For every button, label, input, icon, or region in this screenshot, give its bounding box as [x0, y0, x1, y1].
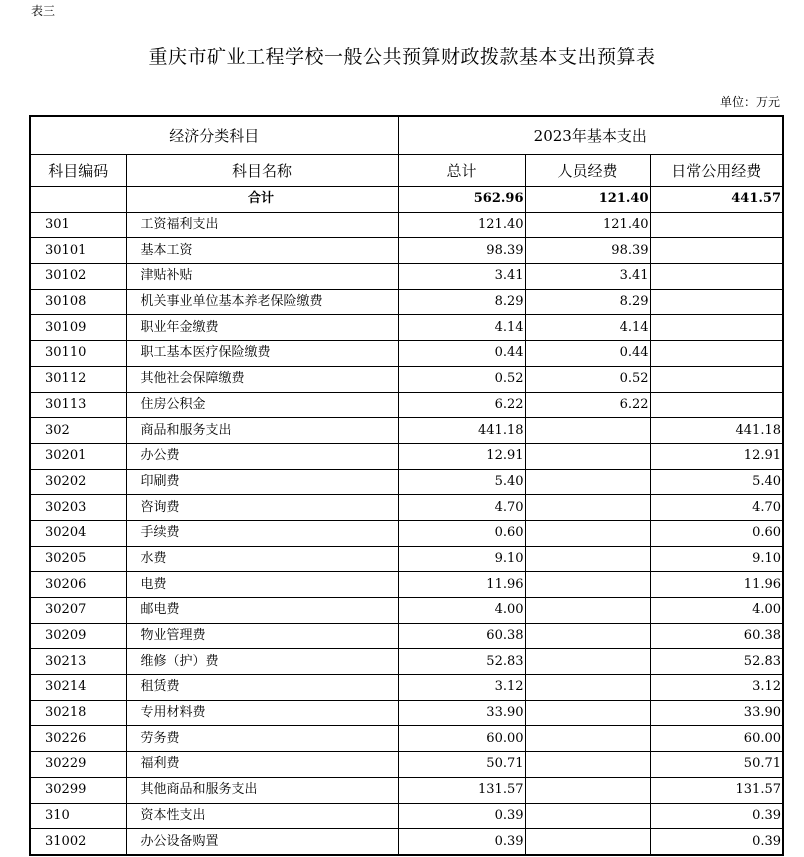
- page-title: 重庆市矿业工程学校一般公共预算财政拨款基本支出预算表: [148, 46, 656, 68]
- code-cell: 31002: [30, 829, 126, 855]
- code-cell: 30214: [30, 675, 126, 701]
- name-cell: 工资福利支出: [126, 212, 398, 238]
- public-cell: [650, 212, 783, 238]
- public-cell: 52.83: [650, 649, 783, 675]
- table-row: [30, 443, 783, 469]
- code-cell: 30201: [30, 443, 126, 469]
- table-row: [30, 623, 783, 649]
- personnel-cell: [525, 623, 650, 649]
- total-cell: 8.29: [398, 289, 525, 315]
- name-cell: 劳务费: [126, 726, 398, 752]
- code-cell: 30102: [30, 264, 126, 290]
- table-row: [30, 546, 783, 572]
- name-cell: 基本工资: [126, 238, 398, 264]
- total-personnel-cell: 121.40: [525, 187, 650, 213]
- personnel-cell: [525, 829, 650, 855]
- total-public-cell: 441.57: [650, 187, 783, 213]
- public-cell: 3.12: [650, 675, 783, 701]
- header-code: 科目编码: [30, 155, 126, 187]
- name-cell: 职工基本医疗保险缴费: [126, 341, 398, 367]
- public-cell: [650, 366, 783, 392]
- code-cell: 30109: [30, 315, 126, 341]
- header-total: 总计: [398, 155, 525, 187]
- code-cell: 30112: [30, 366, 126, 392]
- header-personnel: 人员经费: [525, 155, 650, 187]
- public-cell: [650, 289, 783, 315]
- total-cell: 0.60: [398, 520, 525, 546]
- personnel-cell: [525, 572, 650, 598]
- personnel-cell: [525, 495, 650, 521]
- personnel-cell: [525, 752, 650, 778]
- public-cell: 441.18: [650, 418, 783, 444]
- total-cell: 0.44: [398, 341, 525, 367]
- public-cell: 4.00: [650, 598, 783, 624]
- public-cell: 5.40: [650, 469, 783, 495]
- code-cell: 30202: [30, 469, 126, 495]
- total-cell: 4.14: [398, 315, 525, 341]
- personnel-cell: [525, 443, 650, 469]
- table-row: [30, 700, 783, 726]
- name-cell: 商品和服务支出: [126, 418, 398, 444]
- personnel-cell: [525, 598, 650, 624]
- code-cell: 30110: [30, 341, 126, 367]
- header-basic-expenditure: 2023年基本支出: [398, 116, 783, 155]
- personnel-cell: [525, 675, 650, 701]
- public-cell: 0.39: [650, 829, 783, 855]
- header-name: 科目名称: [126, 155, 398, 187]
- total-cell: 3.12: [398, 675, 525, 701]
- name-cell: 职业年金缴费: [126, 315, 398, 341]
- name-cell: 住房公积金: [126, 392, 398, 418]
- code-cell: 30206: [30, 572, 126, 598]
- total-cell: 5.40: [398, 469, 525, 495]
- code-cell: 30218: [30, 700, 126, 726]
- public-cell: [650, 341, 783, 367]
- personnel-cell: 0.44: [525, 341, 650, 367]
- table-row: [30, 366, 783, 392]
- name-cell: 水费: [126, 546, 398, 572]
- name-cell: 其他社会保障缴费: [126, 366, 398, 392]
- budget-table: [29, 115, 784, 856]
- table-row: [30, 829, 783, 855]
- personnel-cell: 4.14: [525, 315, 650, 341]
- public-cell: [650, 315, 783, 341]
- public-cell: 60.38: [650, 623, 783, 649]
- name-cell: 办公设备购置: [126, 829, 398, 855]
- total-cell: 121.40: [398, 212, 525, 238]
- code-cell: 30299: [30, 777, 126, 803]
- public-cell: 11.96: [650, 572, 783, 598]
- code-cell: 30113: [30, 392, 126, 418]
- header-row-columns: [30, 155, 783, 187]
- table-row: [30, 598, 783, 624]
- total-cell: 4.70: [398, 495, 525, 521]
- personnel-cell: [525, 520, 650, 546]
- total-cell: 52.83: [398, 649, 525, 675]
- name-cell: 维修（护）费: [126, 649, 398, 675]
- name-cell: 租赁费: [126, 675, 398, 701]
- table-row: [30, 392, 783, 418]
- personnel-cell: 8.29: [525, 289, 650, 315]
- total-cell: 441.18: [398, 418, 525, 444]
- total-cell: 4.00: [398, 598, 525, 624]
- name-cell: 机关事业单位基本养老保险缴费: [126, 289, 398, 315]
- table-row: [30, 803, 783, 829]
- public-cell: [650, 238, 783, 264]
- total-cell: 0.52: [398, 366, 525, 392]
- code-cell: 30229: [30, 752, 126, 778]
- code-cell: 30108: [30, 289, 126, 315]
- public-cell: 131.57: [650, 777, 783, 803]
- code-cell: 310: [30, 803, 126, 829]
- name-cell: 邮电费: [126, 598, 398, 624]
- public-cell: 9.10: [650, 546, 783, 572]
- table-row: [30, 675, 783, 701]
- table-row: [30, 264, 783, 290]
- total-cell: 98.39: [398, 238, 525, 264]
- code-cell: 30204: [30, 520, 126, 546]
- code-cell: 30226: [30, 726, 126, 752]
- personnel-cell: [525, 546, 650, 572]
- personnel-cell: [525, 649, 650, 675]
- table-row: [30, 341, 783, 367]
- total-cell: 33.90: [398, 700, 525, 726]
- code-cell: 30101: [30, 238, 126, 264]
- total-cell: 9.10: [398, 546, 525, 572]
- total-name-cell: 合计: [126, 187, 398, 213]
- total-cell: 60.38: [398, 623, 525, 649]
- table-row: [30, 649, 783, 675]
- header-economic-classification: 经济分类科目: [30, 116, 398, 155]
- personnel-cell: [525, 418, 650, 444]
- name-cell: 津贴补贴: [126, 264, 398, 290]
- total-cell: 11.96: [398, 572, 525, 598]
- personnel-cell: 6.22: [525, 392, 650, 418]
- table-row: [30, 752, 783, 778]
- personnel-cell: [525, 777, 650, 803]
- public-cell: [650, 392, 783, 418]
- total-cell: 12.91: [398, 443, 525, 469]
- header-row-group: [30, 116, 783, 155]
- table-row: [30, 726, 783, 752]
- personnel-cell: [525, 803, 650, 829]
- personnel-cell: [525, 700, 650, 726]
- table-row: [30, 289, 783, 315]
- code-cell: 30209: [30, 623, 126, 649]
- name-cell: 咨询费: [126, 495, 398, 521]
- code-cell: 30207: [30, 598, 126, 624]
- name-cell: 资本性支出: [126, 803, 398, 829]
- total-cell: 3.41: [398, 264, 525, 290]
- table-row: [30, 777, 783, 803]
- personnel-cell: 98.39: [525, 238, 650, 264]
- total-cell: 0.39: [398, 803, 525, 829]
- name-cell: 福利费: [126, 752, 398, 778]
- personnel-cell: 0.52: [525, 366, 650, 392]
- code-cell: 302: [30, 418, 126, 444]
- table-label: 表三: [31, 4, 56, 18]
- code-cell: 30213: [30, 649, 126, 675]
- public-cell: 0.60: [650, 520, 783, 546]
- total-cell: 6.22: [398, 392, 525, 418]
- table-row: [30, 212, 783, 238]
- name-cell: 办公费: [126, 443, 398, 469]
- table-row: [30, 315, 783, 341]
- table-row: [30, 238, 783, 264]
- code-cell: 30205: [30, 546, 126, 572]
- name-cell: 专用材料费: [126, 700, 398, 726]
- public-cell: [650, 264, 783, 290]
- table-row: [30, 520, 783, 546]
- name-cell: 电费: [126, 572, 398, 598]
- public-cell: 12.91: [650, 443, 783, 469]
- personnel-cell: 3.41: [525, 264, 650, 290]
- total-cell: 60.00: [398, 726, 525, 752]
- total-code-cell: [30, 187, 126, 213]
- total-cell: 50.71: [398, 752, 525, 778]
- personnel-cell: [525, 726, 650, 752]
- total-row: [30, 187, 783, 213]
- table-row: [30, 495, 783, 521]
- name-cell: 其他商品和服务支出: [126, 777, 398, 803]
- code-cell: 301: [30, 212, 126, 238]
- public-cell: 33.90: [650, 700, 783, 726]
- table-row: [30, 572, 783, 598]
- public-cell: 4.70: [650, 495, 783, 521]
- name-cell: 物业管理费: [126, 623, 398, 649]
- public-cell: 60.00: [650, 726, 783, 752]
- name-cell: 印刷费: [126, 469, 398, 495]
- public-cell: 50.71: [650, 752, 783, 778]
- public-cell: 0.39: [650, 803, 783, 829]
- personnel-cell: [525, 469, 650, 495]
- code-cell: 30203: [30, 495, 126, 521]
- table-row: [30, 418, 783, 444]
- total-cell: 131.57: [398, 777, 525, 803]
- unit-label: 单位：万元: [719, 95, 780, 109]
- header-public: 日常公用经费: [650, 155, 783, 187]
- personnel-cell: 121.40: [525, 212, 650, 238]
- total-total-cell: 562.96: [398, 187, 525, 213]
- table-row: [30, 469, 783, 495]
- name-cell: 手续费: [126, 520, 398, 546]
- total-cell: 0.39: [398, 829, 525, 855]
